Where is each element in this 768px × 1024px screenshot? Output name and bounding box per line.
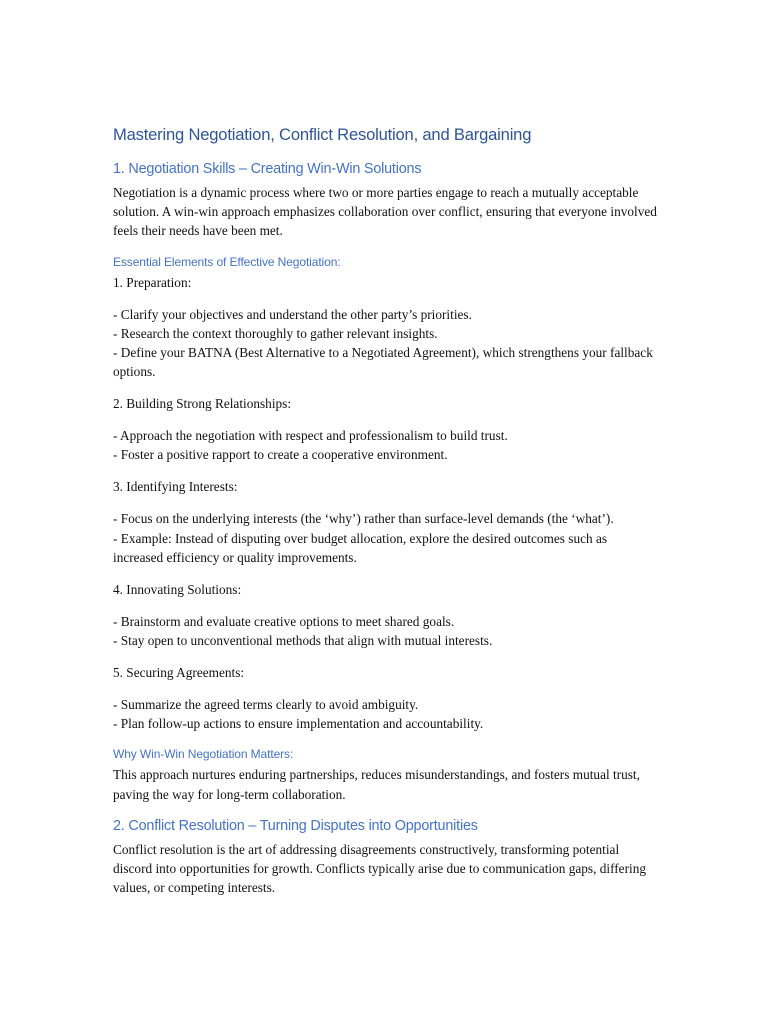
element-title: 4. Innovating Solutions: xyxy=(113,581,242,597)
element-bullet: - Research the context thoroughly to gather relevant insights. xyxy=(113,325,438,341)
element-bullet: - Example: Instead of disputing over budget allocation, explore the desired outcomes such as increased efficiency or quality improvements. xyxy=(113,530,608,565)
element-bullet: - Summarize the agreed terms clearly to avoid ambiguity. xyxy=(113,697,419,713)
why-heading: Why Win-Win Negotiation Matters: xyxy=(113,747,294,762)
why-text: This approach nurtures enduring partnerships, reduces misunderstandings, and fosters mutual trust, paving the way for long-term collaboration. xyxy=(113,767,640,802)
section-2-intro: Conflict resolution is the art of addressing disagreements constructively, transforming potential discord into opportunities for growth. Conflicts typically arise due to communication gaps, differing values, or competing interests. xyxy=(113,841,647,896)
section-1-intro: Negotiation is a dynamic process where two or more parties engage to reach a mutually acceptable solution. A win-win approach emphasizes collaboration over conflict, ensuring that everyone involved feels their needs have been met. xyxy=(113,185,657,239)
document-page xyxy=(113,123,658,897)
element-bullet: - Clarify your objectives and understand the other party’s priorities. xyxy=(113,306,472,322)
element-bullet: - Brainstorm and evaluate creative options to meet shared goals. xyxy=(113,613,455,629)
document-title: Mastering Negotiation, Conflict Resolution, and Bargaining xyxy=(113,125,532,144)
section-1-heading: 1. Negotiation Skills – Creating Win-Win Solutions xyxy=(113,161,422,177)
element-bullet: - Foster a positive rapport to create a cooperative environment. xyxy=(113,447,448,463)
element-bullet: - Approach the negotiation with respect and professionalism to build trust. xyxy=(113,428,508,444)
element-bullet: - Plan follow-up actions to ensure implementation and accountability. xyxy=(113,716,484,732)
section-2-heading: 2. Conflict Resolution – Turning Disputes into Opportunities xyxy=(113,817,478,834)
essential-elements-heading: Essential Elements of Effective Negotiation: xyxy=(113,254,341,269)
element-title: 5. Securing Agreements: xyxy=(113,665,245,681)
element-bullet: - Stay open to unconventional methods that align with mutual interests. xyxy=(113,633,493,649)
element-title: 3. Identifying Interests: xyxy=(113,479,238,495)
element-title: 2. Building Strong Relationships: xyxy=(113,396,292,412)
element-title: 1. Preparation: xyxy=(113,274,192,290)
element-bullet: - Focus on the underlying interests (the ‘why’) rather than surface-level demands (the ‘what’). xyxy=(113,511,614,527)
element-bullet: - Define your BATNA (Best Alternative to a Negotiated Agreement), which strengthens your fallback options. xyxy=(113,345,653,380)
